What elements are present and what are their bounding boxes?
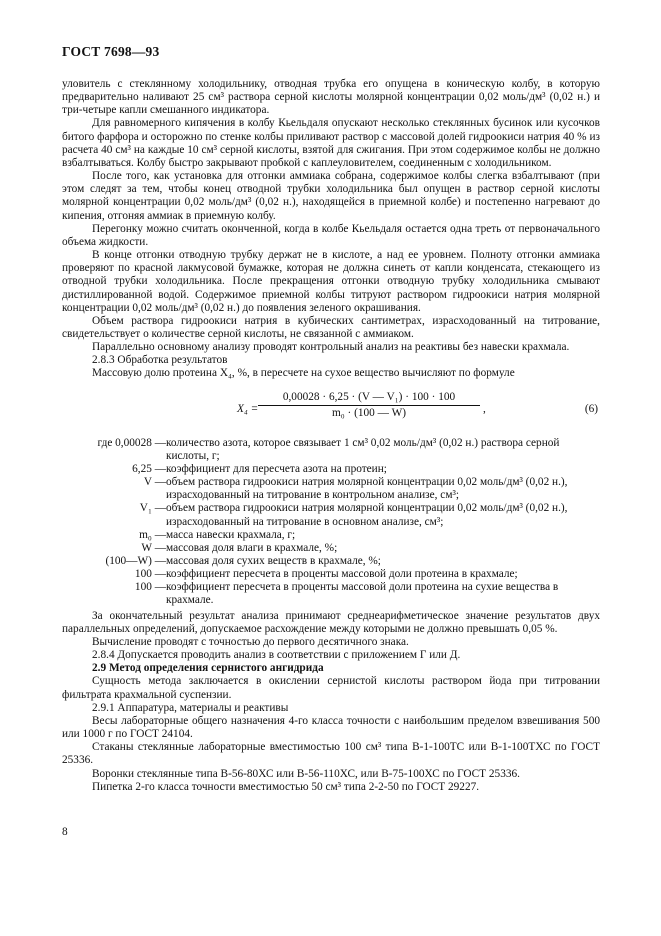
definition-item [62,437,600,463]
definition-item [62,502,600,528]
definition-desc: массовая доля влаги в крахмале, %; [166,541,338,554]
section-heading-2-9: 2.9 Метод определения сернистого ангидрида [92,662,324,675]
paragraph: За окончательный результат анализа принимают среднеарифметическое значение результатов двух параллельных определений, допускаемое расхождение между которыми не должно превышать 0,05 %. [62,609,600,635]
paragraph: Для равномерного кипячения в колбу Кьельдаля опускают несколько стеклянных бусинок или кусочков битого фарфора и осторожно по стенке колбы приливают раствор с массовой долей гидроокиси натрия 40 % из расчета 40 см³ на каждые 10 см³ серной кислоты, взятой для сжигания. При этом содержимое колбы не должно взбалтываться. Колбу быстро закрывают пробкой с каплеуловителем, соединенным с холодильником. [62,117,600,169]
paragraph: Сущность метода заключается в окислении сернистой кислоты раствором йода при титровании фильтрата крахмальной суспензии. [62,675,600,701]
paragraph: Вычисление проводят с точностью до первого десятичного знака. [92,635,409,648]
definition-term: 100 — [134,581,166,594]
paragraph: Объем раствора гидроокиси натрия в кубических сантиметрах, израсходованный на титрование, свидетельствует о количестве серной кислоты, не связанной с аммиаком. [62,314,600,340]
definition-term: m₀ — [139,528,166,541]
formula-denominator: m₀ · (100 — W) [331,406,406,419]
document-body [62,78,600,794]
definition-desc: масса навески крахмала, г; [166,528,296,541]
formula-comma: , [483,402,486,415]
page-number: 8 [62,826,68,838]
definition-desc: объем раствора гидроокиси натрия молярной концентрации 0,02 моль/дм³ (0,02 н.), израсходованный на титрование в основном анализе, см³; [166,502,568,528]
section-heading-2-9-1: 2.9.1 Аппаратура, материалы и реактивы [92,701,289,714]
paragraph: Пипетка 2-го класса точности вместимостью 50 см³ типа 2-2-50 по ГОСТ 29227. [92,780,480,793]
paragraph: После того, как установка для отгонки аммиака собрана, содержимое колбы слегка взбалтывают (при этом следят за тем, чтобы конец отводной трубки холодильника был опущен в раствор серной кислоты молярной концентрации 0,02 моль/дм³ (0,02 н.), находящейся в приемной колбе) и постепенно нагревают до кипения, отгоняя аммиак в приемную колбу. [62,170,600,222]
section-heading-2-8-3: 2.8.3 Обработка результатов [92,354,228,367]
formula-intro: Массовую долю протеина X₄, %, в пересчете на сухое вещество вычисляют по формуле [92,367,515,380]
definition-item [62,476,600,502]
paragraph: В конце отгонки отводную трубку держат не в кислоте, а над ее уровнем. Полноту отгонки аммиака проверяют по красной лакмусовой бумажке, которая не должна синеть от капли конденсата, стекающего из отводной трубки холодильника. После прекращения отгонки отводную трубку холодильника смывают дистиллированной водой. Содержимое приемной колбы титруют раствором гидроокиси натрия молярной концентрации 0,02 моль/дм³ (0,02 н.) до появления зеленого окрашивания. [62,249,600,314]
definition-desc: объем раствора гидроокиси натрия молярной концентрации 0,02 моль/дм³ (0,02 н.), израсходованный на титрование в контрольном анализе, см³; [166,476,568,502]
formula-numerator: 0,00028 · 6,25 · (V — V₁) · 100 · 100 [258,391,480,406]
paragraph: 2.8.4 Допускается проводить анализ в соответствии с приложением Г или Д. [92,649,461,662]
definition-term: 100 — [134,568,166,581]
definition-desc: количество азота, которое связывает 1 см³ 0,02 моль/дм³ (0,02 н.) раствора серной кислоты, г; [166,436,560,462]
definition-item [62,463,600,476]
definition-desc: массовая доля сухих веществ в крахмале, %; [166,555,381,567]
formula-lhs: X₄ = [237,402,259,415]
formula-fraction [258,391,480,420]
formula-6 [62,387,600,433]
paragraph: уловитель с стеклянному холодильнику, отводная трубка его опущена в коническую колбу, в которую предварительно наливают 25 см³ раствора серной кислоты молярной концентрации 0,02 моль/дм³ (0,02 н.) и три-четыре капли смешанного индикатора. [62,78,600,117]
definition-term: W — [141,541,166,554]
paragraph: Стаканы стеклянные лабораторные вместимостью 100 см³ типа В-1-100ТС или В-1-100ТХС по ГОСТ 25336. [62,741,600,767]
paragraph: Весы лабораторные общего назначения 4-го класса точности с наибольшим пределом взвешивания 500 или 1000 г по ГОСТ 24104. [62,714,600,741]
paragraph: Воронки стеклянные типа В-56-80ХС или В-56-110ХС, или В-75-100ХС по ГОСТ 25336. [92,767,520,780]
definition-item [62,529,600,542]
definition-item [62,581,600,607]
definition-item [62,542,600,555]
definition-desc: коэффициент для пересчета азота на протеин; [166,462,387,475]
definition-term: V₁ — [139,502,166,515]
standard-header: ГОСТ 7698—93 [62,44,160,59]
definition-term: где 0,00028 — [97,436,166,449]
definition-term: 6,25 — [132,462,166,475]
definitions-list [62,437,600,608]
definition-item [62,555,600,568]
definition-desc: коэффициент пересчета в проценты массовой доли протеина в крахмале; [166,568,518,581]
formula-number: (6) [584,402,598,415]
definition-term: (100—W) — [105,555,166,567]
definition-item [62,568,600,581]
paragraph: Перегонку можно считать оконченной, когда в колбе Кьельдаля остается одна треть от первоначального объема жидкости. [62,222,600,248]
definition-term: V — [143,476,166,489]
paragraph: Параллельно основному анализу проводят контрольный анализ на реактивы без навески крахмала. [92,341,570,354]
definition-desc: коэффициент пересчета в проценты массовой доли протеина на сухие вещества в крахмале. [166,581,559,607]
